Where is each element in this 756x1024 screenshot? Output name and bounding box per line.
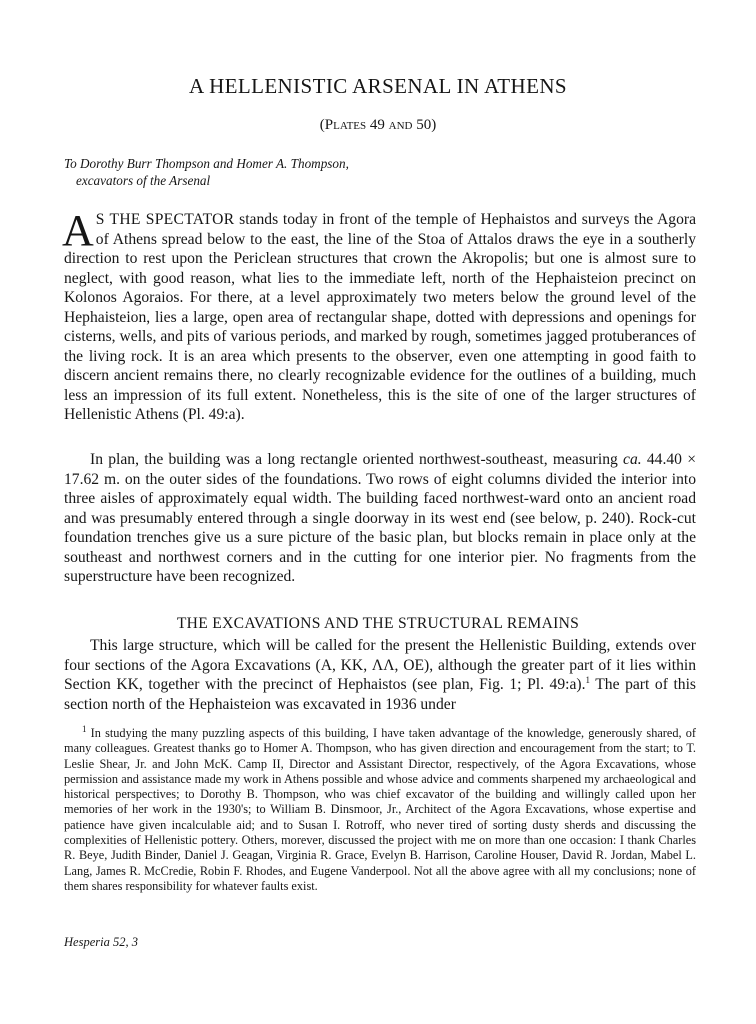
dedication <box>64 155 349 189</box>
paragraph-1-text: stands today in front of the temple of Hephaistos and surveys the Agora of Athens spread below to the east, the line of the Stoa of Attalos draws the eye in a southerly direction to rest upon the Periclean structures that crown the Akropolis; but one is almost sure to neglect, with good reason, what lies to the immediate left, north of the Hephaisteion precinct on Kolonos Agoraios. For there, at a level approximately two meters below the ground level of the Hephaisteion, lies a large, open area of rectangular shape, dotted with depressions and openings for cisterns, wells, and pits of various periods, and marked by rough, sometimes jagged protuberances of the living rock. It is an area which presents to the observer, even one attempting in good faith to discern ancient remains there, no clearly recognizable evidence for the outlines of a building, much less an impression of its full extent. Nonetheless, this is the site of one of the larger structures of Hellenistic Athens (Pl. 49:a). <box>64 211 696 423</box>
dedication-line-1: To Dorothy Burr Thompson and Homer A. Thompson, <box>64 156 349 171</box>
section-heading: THE EXCAVATIONS AND THE STRUCTURAL REMAINS <box>176 615 580 632</box>
paragraph-2 <box>64 450 696 587</box>
journal-citation: Hesperia 52, 3 <box>64 935 138 949</box>
paragraph-3-text-a: This large structure, which will be called for the present the Hellenistic Building, extends over four sections of the Agora Excavations (A, KK, ΛΛ, OE), although the greater part of it lies within Section KK, together with the precinct of Hephaistos (see plan, Fig. 1; Pl. 49:a). <box>64 637 696 693</box>
footnote-text: In studying the many puzzling aspects of this building, I have taken advantage of the knowledge, generously shared, of many colleagues. Greatest thanks go to Homer A. Thompson, who has given direction and encouragement from the start; to T. Leslie Shear, Jr. and John McK. Camp II, Director and Assistant Director, respectively, of the Agora Excavations, whose permission and assistance made my work in Athens possible and whose advice and comments sharpened my archaeological and historical perspectives; to Dorothy B. Thompson, who was chief excavator of the building and willingly called upon her memories of her work in the 1930's; to William B. Dinsmoor, Jr., Architect of the Agora Excavations, whose expertise and patience have given incalculable aid; and to Susan I. Rotroff, who never tired of sorting dusty sherds and discussing the complexities of Hellenistic pottery. Others, morever, discussed the project with me on more than one occasion: I thank Charles R. Beye, Judith Binder, Daniel J. Geagan, Virginia R. Grace, Evelyn B. Harrison, Caroline Houser, David R. Jordan, Mabel L. Lang, James R. McCredie, Robin F. Rhodes, and Eugene Vanderpool. Not all the above agree with all my conclusions; none of them shares responsibility for whatever faults exist. <box>64 726 696 893</box>
plates-reference: (Plates 49 and 50) <box>319 117 437 133</box>
footnote-1 <box>64 723 696 894</box>
paragraph-2-text-b: 44.40 × 17.62 m. on the outer sides of the foundations. Two rows of eight columns divided the interior into three aisles of approximately equal width. The building faced northwest-ward onto an ancient road and was presumably entered through a single doorway in its west end (see below, p. 240). Rock-cut foundation trenches give us a sure picture of the basic plan, but blocks remain in place only at the southeast and northwest corners and in the cutting for one interior pier. No fragments from the superstructure have been recognized. <box>64 451 696 585</box>
paragraph-1 <box>62 206 696 425</box>
dedication-line-2: excavators of the Arsenal <box>76 173 211 188</box>
lead-in-small-caps: S THE SPECTATOR <box>95 211 235 228</box>
circa-abbrev: ca. <box>623 451 642 468</box>
footnote-mark: 1 <box>82 723 87 734</box>
paragraph-3-text-b: The part of this section north of the Hephaisteion was excavated in 1936 under <box>64 676 696 713</box>
paragraph-3 <box>64 636 696 714</box>
paragraph-2-text-a: In plan, the building was a long rectangle oriented northwest-southeast, measuring <box>90 451 624 468</box>
drop-cap: A <box>62 206 94 255</box>
footnote-reference: 1 <box>585 674 590 685</box>
article-title: A HELLENISTIC ARSENAL IN ATHENS <box>189 74 567 98</box>
